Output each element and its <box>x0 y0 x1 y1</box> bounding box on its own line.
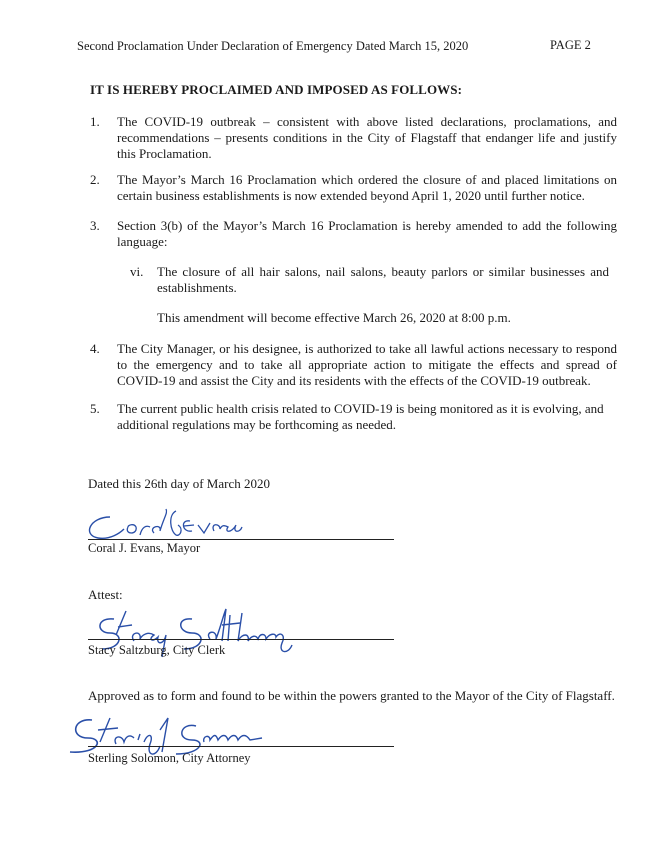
attorney-name: Sterling Solomon, City Attorney <box>88 751 251 765</box>
header-title: Second Proclamation Under Declaration of Emergency Dated March 15, 2020 <box>77 39 469 53</box>
item-text: The City Manager, or his designee, is authorized to take all lawful actions necessary to respond to the emergency and to take all appropriate action to mitigate the effects and spread of COVID-19 and assist the City and its residents with the effects of the COVID-19 outbreak. <box>117 341 617 388</box>
effective-note: This amendment will become effective March 26, 2020 at 8:00 p.m. <box>157 310 511 325</box>
subitem-number: vi. <box>130 264 144 279</box>
item-text: The current public health crisis related to COVID-19 is being monitored as it is evolving, and additional regulations may be forthcoming as needed. <box>117 401 604 432</box>
item-text: Section 3(b) of the Mayor’s March 16 Proclamation is hereby amended to add the following language: <box>117 218 617 249</box>
page-number: PAGE 2 <box>550 38 591 52</box>
item-number: 1. <box>90 114 100 129</box>
item-number: 3. <box>90 218 100 233</box>
item-text: The Mayor’s March 16 Proclamation which ordered the closure of and placed limitations on certain business establishments is now extended beyond April 1, 2020 until further notice. <box>117 172 617 203</box>
attest-label: Attest: <box>88 587 123 602</box>
item-number: 2. <box>90 172 100 187</box>
item-number: 4. <box>90 341 100 356</box>
subitem-text: The closure of all hair salons, nail salons, beauty parlors or similar businesses and establishments. <box>157 264 609 295</box>
dated-line: Dated this 26th day of March 2020 <box>88 476 270 491</box>
item-number: 5. <box>90 401 100 416</box>
section-heading: IT IS HEREBY PROCLAIMED AND IMPOSED AS FOLLOWS: <box>90 82 463 97</box>
item-text: The COVID-19 outbreak – consistent with above listed declarations, proclamations, and recommendations – presents conditions in the City of Flagstaff that endanger life and justify this Proclamation. <box>117 114 617 161</box>
mayor-name: Coral J. Evans, Mayor <box>88 541 201 555</box>
approval-statement: Approved as to form and found to be within the powers granted to the Mayor of the City of Flagstaff. <box>88 688 615 703</box>
signature-line <box>88 746 394 747</box>
signature-line <box>88 639 394 640</box>
signature-line <box>88 539 394 540</box>
clerk-name: Stacy Saltzburg, City Clerk <box>88 643 226 657</box>
